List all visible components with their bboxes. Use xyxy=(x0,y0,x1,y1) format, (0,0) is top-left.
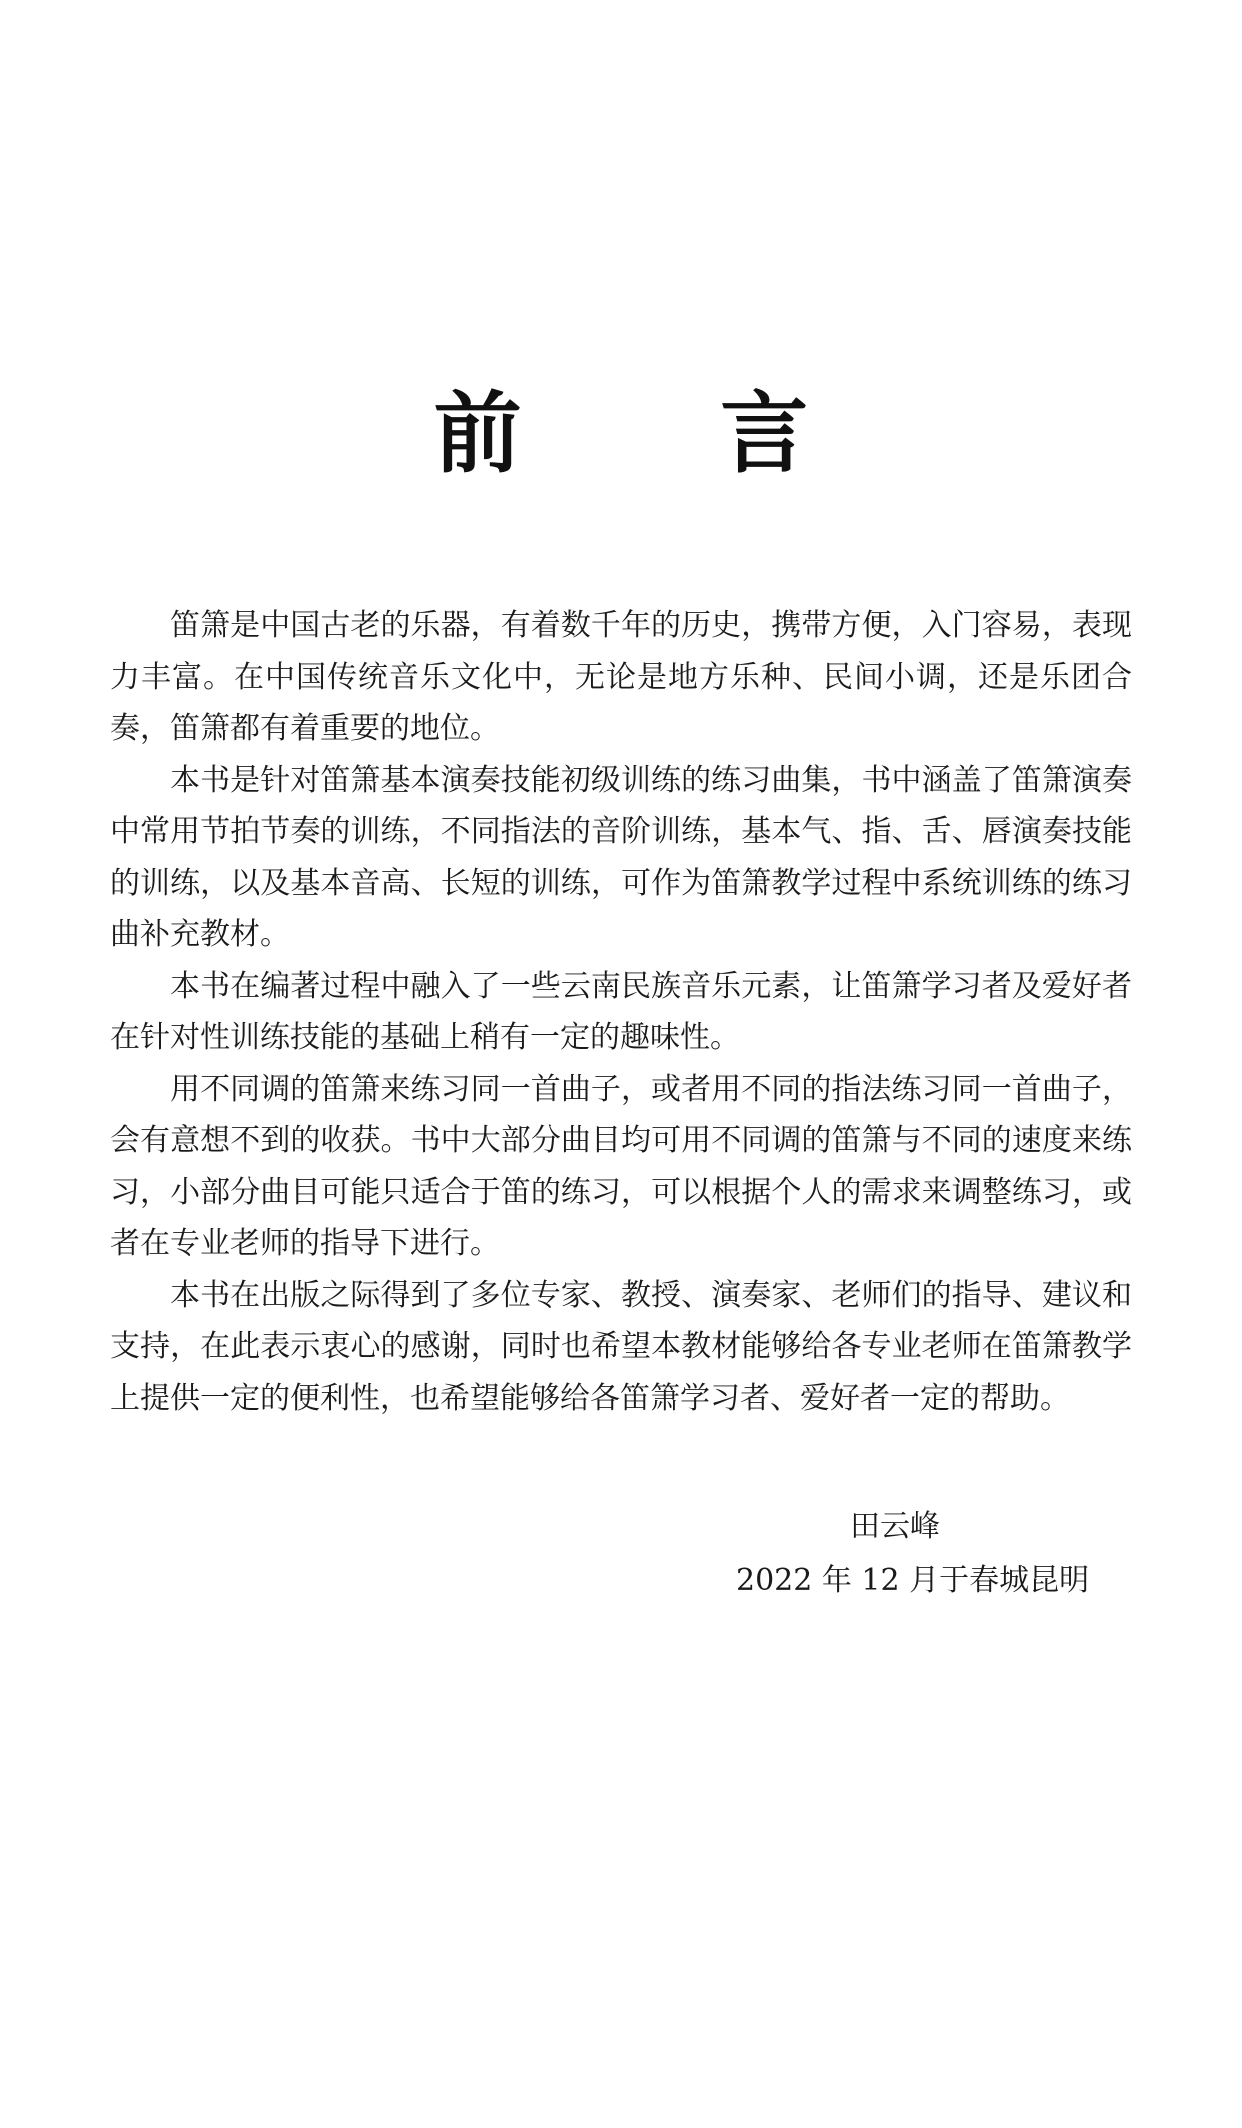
paragraph-5: 本书在出版之际得到了多位专家、教授、演奏家、老师们的指导、建议和支持，在此表示衷心的感谢，同时也希望本教材能够给各专业老师在笛箫教学上提供一定的便利性，也希望能够给各笛箫学习者、爱好者一定的帮助。 xyxy=(110,1277,1132,1416)
page-title: 前 言 xyxy=(433,380,893,485)
paragraph-3: 本书在编著过程中融入了一些云南民族音乐元素，让笛箫学习者及爱好者在针对性训练技能的基础上稍有一定的趣味性。 xyxy=(110,968,1132,1055)
paragraph-4: 用不同调的笛箫来练习同一首曲子，或者用不同的指法练习同一首曲子，会有意想不到的收获。书中大部分曲目均可用不同调的笛箫与不同的速度来练习，小部分曲目可能只适合于笛的练习，可以根据个人的需求来调整练习，或者在专业老师的指导下进行。 xyxy=(110,1071,1132,1261)
paragraph-2: 本书是针对笛箫基本演奏技能初级训练的练习曲集，书中涵盖了笛箫演奏中常用节拍节奏的训练，不同指法的音阶训练，基本气、指、舌、唇演奏技能的训练，以及基本音高、长短的训练，可作为笛箫教学过程中系统训练的练习曲补充教材。 xyxy=(110,762,1132,952)
signature-date: 2022 年 12 月于春城昆明 xyxy=(736,1563,1090,1598)
signature-block xyxy=(700,1500,1140,1608)
preface-body xyxy=(110,600,1132,1424)
paragraph-1: 笛箫是中国古老的乐器，有着数千年的历史，携带方便，入门容易，表现力丰富。在中国传统音乐文化中，无论是地方乐种、民间小调，还是乐团合奏，笛箫都有着重要的地位。 xyxy=(110,608,1132,746)
author-name: 田云峰 xyxy=(850,1509,940,1544)
